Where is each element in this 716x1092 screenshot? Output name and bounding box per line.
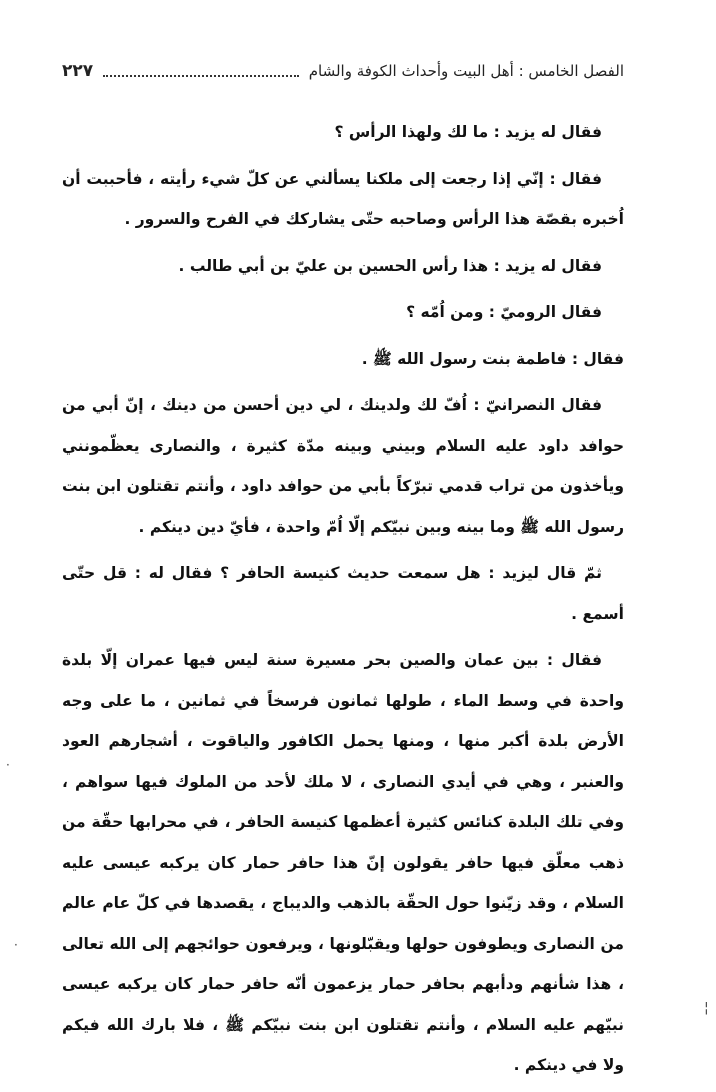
paragraph: فقال له يزيد : هذا رأس الحسين بن عليّ بن أبي طالب .	[178, 256, 602, 275]
paragraph: فقال : فاطمة بنت رسول الله ﷺ .	[361, 349, 624, 368]
scan-speck: ·	[6, 758, 10, 772]
page-body	[62, 112, 624, 1092]
paragraph: فقال له يزيد : ما لك ولهذا الرأس ؟	[334, 123, 602, 141]
chapter-title: الفصل الخامس : أهل البيت وأحداث الكوفة والشام	[308, 62, 624, 80]
running-header	[62, 58, 624, 84]
paragraph: ثمّ قال ليزيد : هل سمعت حديث كنيسة الحافر ؟ فقال له : قل حتّى أسمع .	[62, 564, 624, 623]
header-dot-leader	[103, 74, 299, 77]
paragraph: فقال الروميّ : ومن اُمّه ؟	[406, 303, 602, 321]
scan-mark: ¦	[704, 1000, 709, 1016]
paragraph: فقال : إنّي إذا رجعت إلى ملكنا يسألني عن كلّ شيء رأيته ، فأحببت أن اُخبره بقصّة هذا الرأس وصاحبه حتّى يشاركك في الفرح والسرور .	[62, 169, 624, 228]
page-number: ٢٢٧	[62, 61, 94, 81]
paragraph: فقال : بين عمان والصين بحر مسيرة سنة ليس فيها عمران إلّا بلدة واحدة في وسط الماء ، طولها ثمانون فرسخاً في ثمانين ، ما على وجه الأرض بلدة أكبر منها ، ومنها يحمل الكافور والياقوت ، أشجارهم العود والعنبر ، وهي في أيدي النصارى ، لا ملك لأحد من الملوك فيها سواهم ، وفي تلك البلدة كنائس كثيرة أعظمها كنيسة الحافر ، في محرابها حقّة من ذهب معلّق فيها حافر يقولون إنّ هذا حافر حمار كان يركبه عيسى عليه السلام ، وقد زيّنوا حول الحقّة بالذهب والديباج ، يقصدها في كلّ عام عالم من النصارى ويطوفون حولها ويقبّلونها ، ويرفعون حوائجهم إلى الله تعالى ، هذا شأنهم ودأبهم بحافر حمار يزعمون أنّه حافر حمار كان يركبه عيسى نبيّهم عليه السلام ، وأنتم تقتلون ابن بنت نبيّكم ﷺ ، فلا بارك الله فيكم ولا في دينكم .	[62, 651, 624, 1074]
paragraph: فقال النصرانيّ : اُفّ لك ولدينك ، لي دين أحسن من دينك ، إنّ أبي من حوافد داود عليه السلام وبيني وبينه مدّة كثيرة ، والنصارى يعظّمونني ويأخذون من تراب قدمي تبرّكاً بأبي من حوافد داود ، وأنتم تقتلون ابن بنت رسول الله ﷺ وما بينه وبين نبيّكم إلّا اُمّ واحدة ، فأيّ دين دينكم .	[62, 396, 624, 536]
scan-speck: ·	[14, 938, 18, 952]
